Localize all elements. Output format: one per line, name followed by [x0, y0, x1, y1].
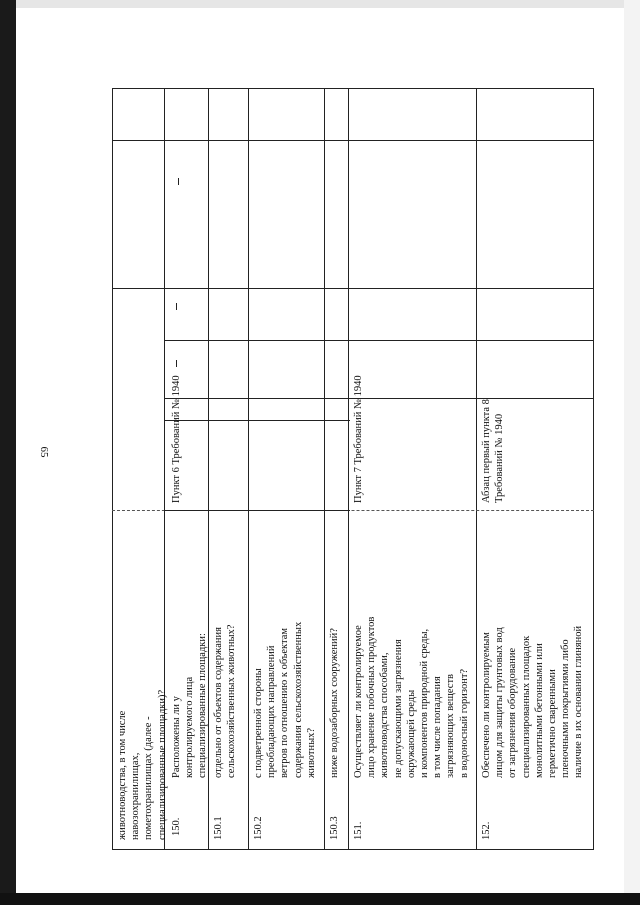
checklist-table [112, 88, 594, 850]
column-border [112, 849, 594, 850]
column-border [164, 420, 350, 421]
row-border [324, 88, 325, 850]
cell-number: 150.1 [213, 816, 224, 840]
cell-question: отдельно от объектов содержания сельскохозяйственных животных? [213, 624, 238, 778]
scan-bottom-edge [0, 893, 640, 905]
cell-number: 150.2 [253, 816, 264, 840]
scan-left-edge [0, 0, 16, 905]
cell-reference: Пункт 7 Требований № 1940 [353, 375, 364, 503]
cell-reference: Абзац первый пункта 8 Требований № 1940 [481, 399, 506, 503]
row-border [476, 88, 477, 850]
column-border [164, 398, 594, 399]
cell-reference: Пункт 6 Требований № 1940 [171, 375, 182, 503]
column-border [112, 88, 594, 89]
cell-question: ниже водозаборных сооружений? [329, 628, 340, 778]
cell-question: Осуществляет ли контролируемое лицо хранение побочных продуктов животноводства способами, не допускающими загрязнения окружающей среды и компонентов природной среды, в том числе попадания загрязняющих веществ в водоносный горизонт? [353, 616, 470, 778]
row-border [248, 88, 249, 850]
column-border [164, 340, 594, 341]
column-border [164, 510, 350, 511]
answer-mark [164, 404, 165, 411]
column-border [112, 288, 594, 289]
answer-mark [176, 360, 177, 367]
cell-number: 150.3 [329, 816, 340, 840]
column-border [112, 140, 594, 141]
row-border [593, 88, 594, 850]
cell-number: 150. [171, 817, 182, 836]
scan-top-edge [16, 0, 640, 8]
cell-question: Расположены ли у контролируемого лица специализированные площадки: [171, 633, 209, 778]
row-border [348, 88, 349, 850]
answer-mark [176, 303, 177, 310]
cell-number: 152. [481, 821, 492, 840]
cell-question: животноводства, в том числе навозохранилищах, пометохранилищах (далее - специализированные площадки)? [117, 689, 168, 840]
scan-right-edge [624, 0, 640, 893]
page-number: 65 [38, 446, 50, 458]
answer-mark [178, 178, 179, 185]
row-border [112, 88, 113, 850]
cell-number: 151. [353, 821, 364, 840]
cell-question: Обеспечено ли контролируемым лицом для защиты грунтовых вод от загрязнения оборудование специализированных площадок монолитными бетонными или герметично сваренными пленочными покрытиями либо наличие в их основании глиняной [481, 625, 585, 778]
cell-question: с подветренной стороны преобладающих направлений ветров по отношению к объектам содержания сельскохозяйственных животных? [253, 621, 317, 778]
